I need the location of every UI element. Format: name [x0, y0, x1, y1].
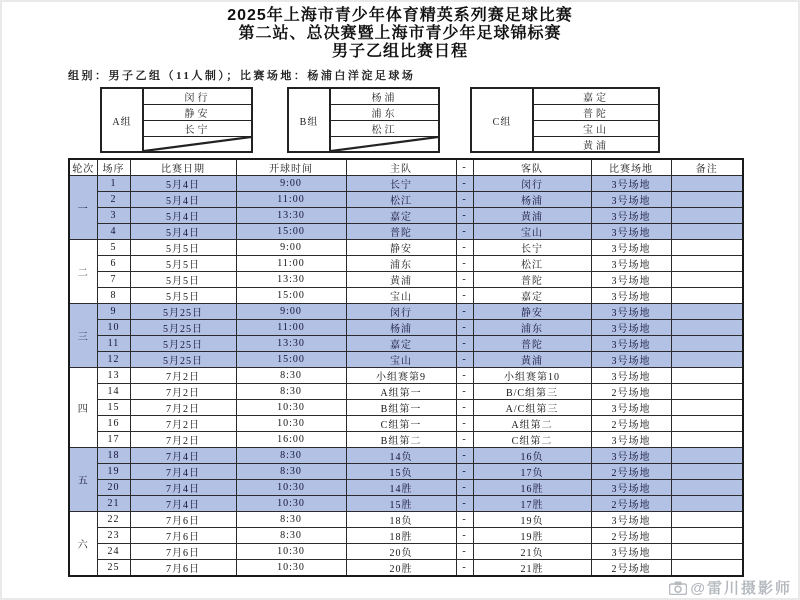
match-row-7 [69, 272, 743, 288]
home-team: 宝山 [346, 288, 456, 304]
match-time: 15:00 [236, 352, 346, 368]
away-team: B/C组第三 [473, 384, 591, 400]
note [671, 496, 743, 512]
venue: 3号场地 [591, 368, 671, 384]
match-row-5 [69, 240, 743, 256]
match-date: 5月25日 [130, 336, 236, 352]
match-no: 17 [97, 432, 130, 448]
note [671, 352, 743, 368]
venue: 2号场地 [591, 416, 671, 432]
away-team: 21负 [473, 544, 591, 560]
round-cell: 一 [69, 176, 97, 240]
home-team: 杨浦 [346, 320, 456, 336]
match-row-13 [69, 368, 743, 384]
match-date: 7月6日 [130, 512, 236, 528]
vs-dash: - [456, 192, 473, 208]
venue: 3号场地 [591, 400, 671, 416]
match-time: 8:30 [236, 464, 346, 480]
match-date: 7月2日 [130, 432, 236, 448]
match-row-18 [69, 448, 743, 464]
vs-dash: - [456, 288, 473, 304]
vs-dash: - [456, 256, 473, 272]
page-title-line2: 第二站、总决赛暨上海市青少年足球锦标赛 [238, 25, 562, 42]
match-row-2 [69, 192, 743, 208]
match-date: 7月4日 [130, 480, 236, 496]
vs-dash: - [456, 352, 473, 368]
group-teams [534, 89, 658, 151]
groups-row [100, 87, 800, 153]
home-team: 小组赛第9 [346, 368, 456, 384]
vs-dash: - [456, 224, 473, 240]
home-team: 黄浦 [346, 272, 456, 288]
vs-dash: - [456, 464, 473, 480]
page-title-line3: 男子乙组比赛日程 [331, 43, 468, 60]
venue: 3号场地 [591, 544, 671, 560]
note [671, 368, 743, 384]
match-no: 14 [97, 384, 130, 400]
match-row-10 [69, 320, 743, 336]
match-row-21 [69, 496, 743, 512]
empty-slot-cell [144, 137, 251, 151]
team-cell: 黄浦 [583, 141, 609, 152]
away-team: 17胜 [473, 496, 591, 512]
schedule-table [68, 158, 744, 577]
team-cell: 普陀 [534, 105, 658, 121]
note [671, 384, 743, 400]
match-date: 7月2日 [130, 368, 236, 384]
empty-slot-cell [331, 137, 438, 151]
match-time: 10:30 [236, 496, 346, 512]
match-row-23 [69, 528, 743, 544]
match-date: 5月4日 [130, 176, 236, 192]
match-row-22 [69, 512, 743, 528]
vs-dash: - [456, 384, 473, 400]
venue: 3号场地 [591, 256, 671, 272]
match-date: 7月2日 [130, 384, 236, 400]
vs-dash: - [456, 400, 473, 416]
venue: 2号场地 [591, 560, 671, 577]
home-team: 浦东 [346, 256, 456, 272]
vs-dash: - [456, 272, 473, 288]
group-box-B组 [287, 87, 440, 153]
match-date: 5月5日 [130, 256, 236, 272]
round-cell: 五 [69, 448, 97, 512]
match-row-9 [69, 304, 743, 320]
home-team: C组第一 [346, 416, 456, 432]
home-team: 15胜 [346, 496, 456, 512]
match-no: 5 [97, 240, 130, 256]
match-no: 10 [97, 320, 130, 336]
note [671, 192, 743, 208]
round-cell: 二 [69, 240, 97, 304]
venue: 2号场地 [591, 464, 671, 480]
home-team: B组第一 [346, 400, 456, 416]
vs-dash: - [456, 512, 473, 528]
home-team: 宝山 [346, 352, 456, 368]
away-team: 17负 [473, 464, 591, 480]
away-team: A组第二 [473, 416, 591, 432]
match-row-8 [69, 288, 743, 304]
note [671, 256, 743, 272]
away-team: 松江 [473, 256, 591, 272]
venue: 3号场地 [591, 448, 671, 464]
match-time: 16:00 [236, 432, 346, 448]
header-cell-3: 开球时间 [236, 159, 346, 176]
venue: 3号场地 [591, 192, 671, 208]
match-date: 7月4日 [130, 464, 236, 480]
match-date: 5月25日 [130, 304, 236, 320]
away-team: 19负 [473, 512, 591, 528]
match-no: 21 [97, 496, 130, 512]
away-team: 16负 [473, 448, 591, 464]
match-time: 8:30 [236, 448, 346, 464]
note [671, 240, 743, 256]
venue: 3号场地 [591, 224, 671, 240]
match-no: 11 [97, 336, 130, 352]
match-row-3 [69, 208, 743, 224]
round-cell: 四 [69, 368, 97, 448]
venue: 3号场地 [591, 512, 671, 528]
home-team: 20负 [346, 544, 456, 560]
vs-dash: - [456, 208, 473, 224]
match-time: 8:30 [236, 384, 346, 400]
team-cell: 嘉定 [534, 89, 658, 105]
vs-dash: - [456, 432, 473, 448]
match-no: 6 [97, 256, 130, 272]
group-info-line: 组别：男子乙组（11人制）；比赛场地：杨浦白洋淀足球场 [68, 70, 416, 82]
match-date: 7月6日 [130, 528, 236, 544]
home-team: 14胜 [346, 480, 456, 496]
venue: 3号场地 [591, 304, 671, 320]
note [671, 416, 743, 432]
match-date: 5月5日 [130, 240, 236, 256]
match-row-1 [69, 176, 743, 192]
away-team: 浦东 [473, 320, 591, 336]
vs-dash: - [456, 416, 473, 432]
match-date: 5月5日 [130, 272, 236, 288]
match-date: 5月4日 [130, 224, 236, 240]
header-cell-4: 主队 [346, 159, 456, 176]
note [671, 272, 743, 288]
match-date: 7月6日 [130, 560, 236, 577]
team-cell: 长宁 [144, 121, 251, 137]
note [671, 208, 743, 224]
photographer-watermark [669, 577, 792, 598]
match-time: 13:30 [236, 336, 346, 352]
match-no: 4 [97, 224, 130, 240]
away-team: 杨浦 [473, 192, 591, 208]
header-cell-8: 备注 [671, 159, 743, 176]
match-no: 1 [97, 176, 130, 192]
away-team: 闵行 [473, 176, 591, 192]
group-teams [144, 89, 251, 151]
match-time: 11:00 [236, 320, 346, 336]
match-no: 3 [97, 208, 130, 224]
venue: 3号场地 [591, 208, 671, 224]
away-team: A/C组第三 [473, 400, 591, 416]
home-team: 松江 [346, 192, 456, 208]
note [671, 320, 743, 336]
match-no: 15 [97, 400, 130, 416]
away-team: 静安 [473, 304, 591, 320]
note [671, 480, 743, 496]
venue: 3号场地 [591, 176, 671, 192]
match-no: 13 [97, 368, 130, 384]
match-no: 7 [97, 272, 130, 288]
header-cell-7: 比赛场地 [591, 159, 671, 176]
vs-dash: - [456, 448, 473, 464]
venue: 3号场地 [591, 352, 671, 368]
group-label: A组 [102, 89, 144, 151]
match-time: 15:00 [236, 224, 346, 240]
match-date: 7月4日 [130, 496, 236, 512]
note [671, 464, 743, 480]
match-row-12 [69, 352, 743, 368]
team-cell: 杨浦 [331, 89, 438, 105]
note [671, 528, 743, 544]
match-date: 5月25日 [130, 352, 236, 368]
match-row-20 [69, 480, 743, 496]
match-time: 10:30 [236, 560, 346, 577]
away-team: 普陀 [473, 272, 591, 288]
match-time: 15:00 [236, 288, 346, 304]
match-date: 5月4日 [130, 208, 236, 224]
match-time: 11:00 [236, 192, 346, 208]
away-team: 16胜 [473, 480, 591, 496]
group-teams [331, 89, 438, 151]
away-team: 19胜 [473, 528, 591, 544]
home-team: 14负 [346, 448, 456, 464]
match-no: 22 [97, 512, 130, 528]
vs-dash: - [456, 560, 473, 577]
match-no: 25 [97, 560, 130, 577]
away-team: 普陀 [473, 336, 591, 352]
header-cell-6: 客队 [473, 159, 591, 176]
page-title-line1: 2025年上海市青少年体育精英系列赛足球比赛 [227, 7, 573, 24]
team-cell: 松江 [331, 121, 438, 137]
note [671, 432, 743, 448]
away-team: C组第二 [473, 432, 591, 448]
vs-dash: - [456, 240, 473, 256]
venue: 3号场地 [591, 336, 671, 352]
vs-dash: - [456, 368, 473, 384]
match-time: 11:00 [236, 256, 346, 272]
match-row-14 [69, 384, 743, 400]
camera-icon [669, 581, 687, 595]
away-team: 宝山 [473, 224, 591, 240]
match-time: 9:00 [236, 176, 346, 192]
team-cell: 浦东 [331, 105, 438, 121]
venue: 3号场地 [591, 272, 671, 288]
home-team: 20胜 [346, 560, 456, 577]
watermark-text: @雷川摄影师 [690, 580, 792, 597]
match-no: 20 [97, 480, 130, 496]
venue: 2号场地 [591, 384, 671, 400]
round-cell: 六 [69, 512, 97, 577]
team-cell: 闵行 [144, 89, 251, 105]
match-time: 8:30 [236, 512, 346, 528]
match-row-19 [69, 464, 743, 480]
match-date: 5月5日 [130, 288, 236, 304]
match-time: 9:00 [236, 240, 346, 256]
note [671, 544, 743, 560]
vs-dash: - [456, 320, 473, 336]
note [671, 448, 743, 464]
venue: 3号场地 [591, 320, 671, 336]
match-date: 5月4日 [130, 192, 236, 208]
match-time: 10:30 [236, 416, 346, 432]
match-row-11 [69, 336, 743, 352]
group-box-C组 [470, 87, 660, 153]
header-cell-2: 比赛日期 [130, 159, 236, 176]
vs-dash: - [456, 528, 473, 544]
venue: 3号场地 [591, 240, 671, 256]
match-no: 2 [97, 192, 130, 208]
match-row-6 [69, 256, 743, 272]
note [671, 176, 743, 192]
away-team: 21胜 [473, 560, 591, 577]
note [671, 288, 743, 304]
home-team: 静安 [346, 240, 456, 256]
match-date: 7月2日 [130, 400, 236, 416]
match-no: 16 [97, 416, 130, 432]
away-team: 小组赛第10 [473, 368, 591, 384]
group-box-A组 [100, 87, 253, 153]
match-row-16 [69, 416, 743, 432]
vs-dash: - [456, 480, 473, 496]
match-time: 9:00 [236, 304, 346, 320]
match-no: 24 [97, 544, 130, 560]
venue: 3号场地 [591, 288, 671, 304]
round-cell: 三 [69, 304, 97, 368]
team-cell: 静安 [144, 105, 251, 121]
diagonal-slash [144, 137, 251, 151]
table-header-row [69, 159, 743, 176]
venue: 3号场地 [591, 480, 671, 496]
match-no: 8 [97, 288, 130, 304]
away-team: 黄浦 [473, 352, 591, 368]
venue: 2号场地 [591, 528, 671, 544]
home-team: B组第二 [346, 432, 456, 448]
header-cell-1: 场序 [97, 159, 130, 176]
match-date: 5月25日 [130, 320, 236, 336]
match-no: 9 [97, 304, 130, 320]
away-team: 嘉定 [473, 288, 591, 304]
match-time: 8:30 [236, 368, 346, 384]
note [671, 224, 743, 240]
note [671, 336, 743, 352]
away-team: 黄浦 [473, 208, 591, 224]
match-row-4 [69, 224, 743, 240]
group-label: B组 [289, 89, 331, 151]
match-row-24 [69, 544, 743, 560]
match-date: 7月4日 [130, 448, 236, 464]
home-team: 嘉定 [346, 208, 456, 224]
home-team: 闵行 [346, 304, 456, 320]
match-time: 8:30 [236, 528, 346, 544]
group-label: C组 [472, 89, 534, 151]
home-team: 18胜 [346, 528, 456, 544]
home-team: 普陀 [346, 224, 456, 240]
match-date: 7月2日 [130, 416, 236, 432]
team-cell: 宝山 [534, 121, 658, 137]
venue: 2号场地 [591, 496, 671, 512]
match-no: 12 [97, 352, 130, 368]
header-cell-0: 轮次 [69, 159, 97, 176]
venue: 3号场地 [591, 432, 671, 448]
match-time: 10:30 [236, 480, 346, 496]
away-team: 长宁 [473, 240, 591, 256]
match-row-15 [69, 400, 743, 416]
vs-dash: - [456, 544, 473, 560]
match-time: 13:30 [236, 272, 346, 288]
home-team: 15负 [346, 464, 456, 480]
match-no: 23 [97, 528, 130, 544]
match-no: 19 [97, 464, 130, 480]
match-time: 10:30 [236, 544, 346, 560]
match-row-17 [69, 432, 743, 448]
title-block [0, 0, 800, 61]
match-no: 18 [97, 448, 130, 464]
match-time: 13:30 [236, 208, 346, 224]
home-team: 嘉定 [346, 336, 456, 352]
vs-dash: - [456, 336, 473, 352]
home-team: A组第一 [346, 384, 456, 400]
note [671, 304, 743, 320]
match-row-25 [69, 560, 743, 577]
home-team: 长宁 [346, 176, 456, 192]
note [671, 512, 743, 528]
vs-dash: - [456, 176, 473, 192]
match-date: 7月6日 [130, 544, 236, 560]
note [671, 400, 743, 416]
header-cell-5: - [456, 159, 473, 176]
vs-dash: - [456, 496, 473, 512]
note [671, 560, 743, 577]
home-team: 18负 [346, 512, 456, 528]
match-time: 10:30 [236, 400, 346, 416]
vs-dash: - [456, 304, 473, 320]
diagonal-slash [331, 137, 438, 151]
